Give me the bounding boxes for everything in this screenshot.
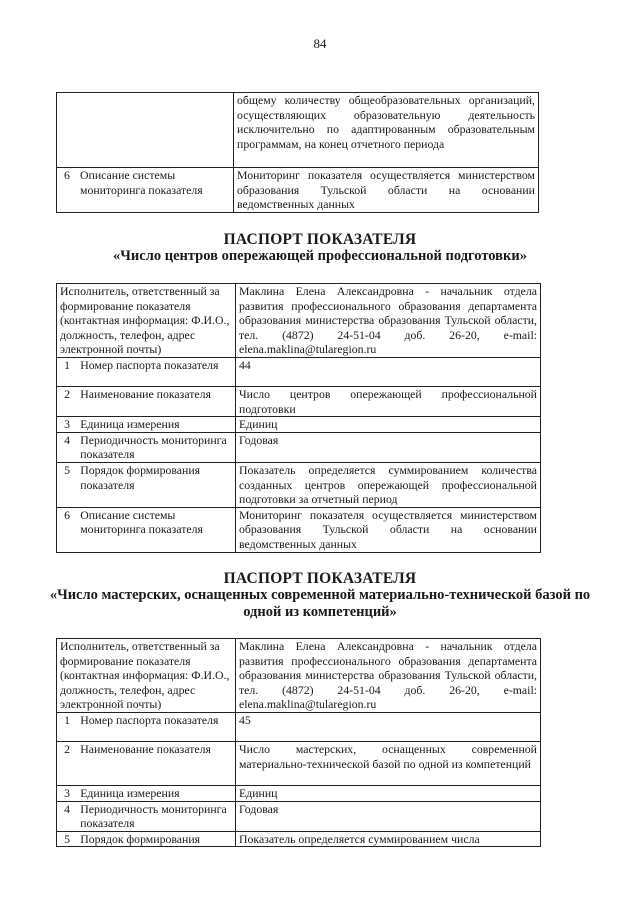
page-number: 84: [313, 36, 327, 51]
row-number: 4: [57, 432, 78, 462]
row-label: Единица измерения: [77, 417, 235, 433]
row-number: 6: [57, 168, 78, 213]
row-value: Единиц: [236, 417, 541, 433]
row-label: Порядок формирования: [77, 831, 235, 847]
table-row: [57, 168, 539, 213]
row-number: 3: [57, 786, 78, 802]
row-value: Мониторинг показателя осуществляется министерством образования Тульской области на основании ведомственных данных: [236, 507, 541, 552]
row-label: Номер паспорта показателя: [77, 713, 235, 742]
row-value: Число мастерских, оснащенных современной материально-технической базой по одной из компетенций: [236, 742, 541, 786]
row-value: Показатель определяется суммированием количества созданных центров опережающей профессиональной подготовки за отчетный период: [236, 462, 541, 507]
table-row: [57, 713, 541, 742]
row-value: 44: [236, 358, 541, 387]
table-row: [57, 93, 539, 168]
passport-1-subtitle: «Число центров опережающей профессиональной подготовки»: [113, 248, 527, 264]
row-value: Годовая: [236, 432, 541, 462]
table-row: [57, 639, 541, 713]
row-number: [57, 93, 78, 168]
row-number: 3: [57, 417, 78, 433]
top-table: [56, 92, 539, 213]
passport-1-title: ПАСПОРТ ПОКАЗАТЕЛЯ: [223, 231, 417, 248]
passport-2-heading: [40, 570, 600, 621]
row-label: Единица измерения: [77, 786, 235, 802]
table-row: [57, 462, 541, 507]
row-number: 1: [57, 358, 78, 387]
row-label: [77, 93, 234, 168]
table-row: [57, 387, 541, 417]
row-number: 4: [57, 801, 78, 831]
passport-1-table: [56, 283, 541, 553]
row-number: 2: [57, 742, 78, 786]
row-label: Наименование показателя: [77, 387, 235, 417]
table-row: [57, 507, 541, 552]
row-label: Периодичность мониторинга показателя: [77, 432, 235, 462]
row-number: 5: [57, 831, 78, 847]
passport-1-heading: [40, 231, 600, 265]
row-number: 1: [57, 713, 78, 742]
table-row: [57, 417, 541, 433]
executor-value: Маклина Елена Александровна - начальник отдела развития профессионального образования департамента образования министерства образования Тульской области, тел. (4872) 24-51-04 доб. 26-20, e-mail: elena.maklina@tularegion.ru: [236, 639, 541, 713]
table-row: [57, 742, 541, 786]
passport-2-table: [56, 638, 541, 847]
executor-label: Исполнитель, ответственный за формирование показателя (контактная информация: Ф.И.О., должность, телефон, адрес электронной почты): [57, 284, 236, 358]
executor-label: Исполнитель, ответственный за формирование показателя (контактная информация: Ф.И.О., должность, телефон, адрес электронной почты): [57, 639, 236, 713]
row-label: Периодичность мониторинга показателя: [77, 801, 235, 831]
row-number: 6: [57, 507, 78, 552]
row-label: Описание системы мониторинга показателя: [77, 168, 234, 213]
table-row: [57, 358, 541, 387]
row-label: Порядок формирования показателя: [77, 462, 235, 507]
row-value: общему количеству общеобразовательных организаций, осуществляющих образовательную деятельность исключительно по адаптированным образовательным программам, на конец отчетного периода: [234, 93, 539, 168]
row-value: Мониторинг показателя осуществляется министерством образования Тульской области на основании ведомственных данных: [234, 168, 539, 213]
table-row: [57, 831, 541, 847]
row-value: Годовая: [236, 801, 541, 831]
passport-2-subtitle: «Число мастерских, оснащенных современной материально-технической базой по одной из компетенций»: [49, 587, 591, 620]
row-number: 2: [57, 387, 78, 417]
table-row: [57, 284, 541, 358]
row-value: Число центров опережающей профессиональной подготовки: [236, 387, 541, 417]
executor-value: Маклина Елена Александровна - начальник отдела развития профессионального образования департамента образования министерства образования Тульской области, тел. (4872) 24-51-04 доб. 26-20, e-mail: elena.maklina@tularegion.ru: [236, 284, 541, 358]
table-row: [57, 432, 541, 462]
table-row: [57, 786, 541, 802]
passport-2-title: ПАСПОРТ ПОКАЗАТЕЛЯ: [223, 570, 417, 587]
row-label: Описание системы мониторинга показателя: [77, 507, 235, 552]
table-row: [57, 801, 541, 831]
row-label: Наименование показателя: [77, 742, 235, 786]
row-label: Номер паспорта показателя: [77, 358, 235, 387]
row-value: 45: [236, 713, 541, 742]
row-value: Единиц: [236, 786, 541, 802]
row-number: 5: [57, 462, 78, 507]
row-value: Показатель определяется суммированием числа: [236, 831, 541, 847]
